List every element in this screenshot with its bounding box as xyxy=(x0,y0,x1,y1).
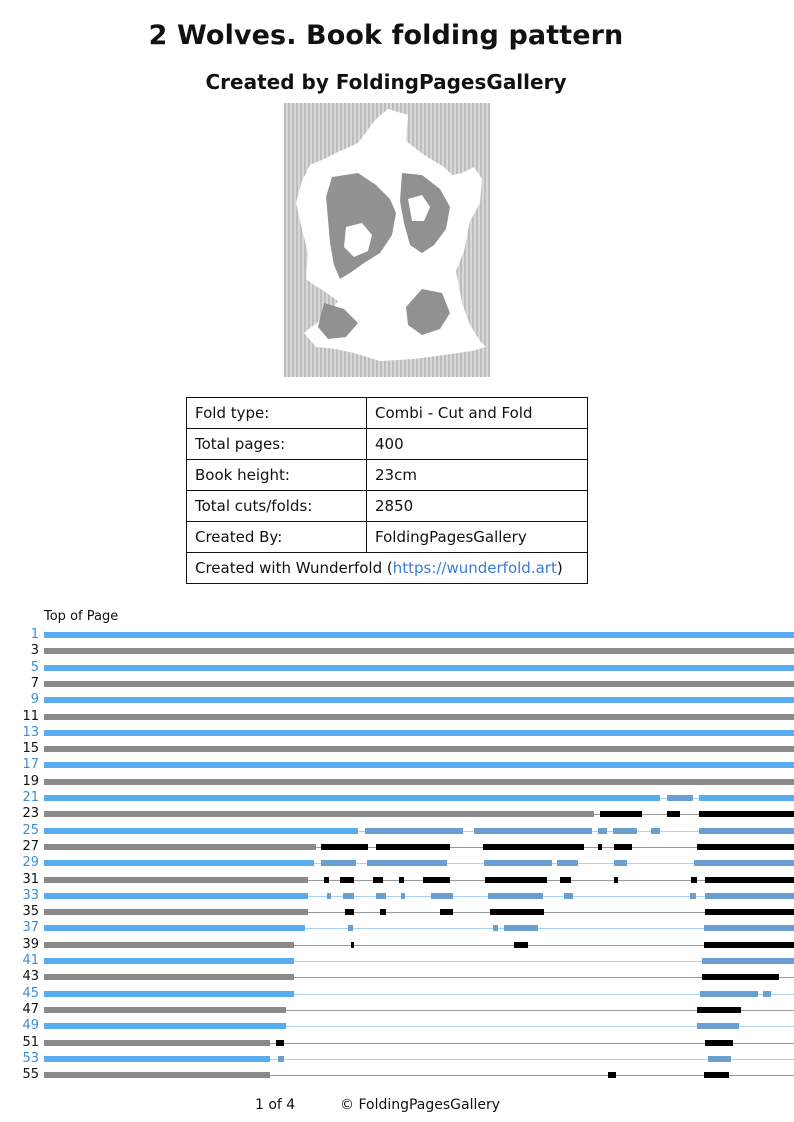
cut-segment xyxy=(474,828,592,834)
cut-segment xyxy=(557,860,578,866)
cut-segment xyxy=(697,1023,739,1029)
fold-bar xyxy=(44,1056,270,1062)
cut-segment xyxy=(399,877,404,883)
row-number: 41 xyxy=(22,953,39,968)
cut-segment xyxy=(324,877,329,883)
fold-bar xyxy=(44,1040,270,1046)
cut-segment xyxy=(613,828,637,834)
cut-segment xyxy=(321,860,356,866)
info-row xyxy=(187,429,588,460)
cut-segment xyxy=(700,991,758,997)
fold-bar xyxy=(44,762,794,768)
row-number: 7 xyxy=(30,675,39,691)
row-number: 51 xyxy=(22,1034,39,1050)
cut-segment xyxy=(614,877,618,883)
created-with-cell xyxy=(187,553,588,584)
info-row xyxy=(187,491,588,522)
fold-bar xyxy=(44,828,358,834)
cut-segment xyxy=(704,942,794,948)
row-number: 3 xyxy=(30,643,39,659)
row-number: 11 xyxy=(22,708,39,724)
pattern-preview-image xyxy=(284,103,490,377)
cut-segment xyxy=(401,893,405,899)
fold-bar xyxy=(44,925,305,931)
cut-segment xyxy=(504,925,538,931)
fold-bar xyxy=(44,1023,286,1029)
cut-segment xyxy=(702,974,779,980)
fold-bar xyxy=(44,974,294,980)
cut-segment xyxy=(380,909,386,915)
row-number: 31 xyxy=(22,871,39,887)
cut-segment xyxy=(704,925,794,931)
cut-segment xyxy=(614,844,632,850)
cut-segment xyxy=(705,1040,733,1046)
cut-segment xyxy=(697,1007,741,1013)
cut-segment xyxy=(699,828,794,834)
info-label: Book height: xyxy=(187,460,367,491)
row-number: 43 xyxy=(22,969,39,985)
cut-segment xyxy=(598,828,607,834)
fold-bar xyxy=(44,730,794,736)
created-with-row xyxy=(187,553,588,584)
cut-segment xyxy=(598,844,602,850)
cut-segment xyxy=(702,958,794,964)
info-row xyxy=(187,398,588,429)
info-label: Total cuts/folds: xyxy=(187,491,367,522)
row-number: 17 xyxy=(22,757,39,773)
cut-segment xyxy=(667,811,680,817)
row-number: 33 xyxy=(22,887,39,903)
cut-segment xyxy=(483,844,584,850)
fold-bar xyxy=(44,795,660,801)
cut-segment xyxy=(690,893,696,899)
fold-bar xyxy=(44,714,794,720)
cut-segment xyxy=(348,925,353,931)
cut-segment xyxy=(560,877,571,883)
cut-segment xyxy=(488,893,543,899)
wunderfold-link[interactable]: https://wunderfold.art xyxy=(392,559,557,577)
fold-bar xyxy=(44,1007,286,1013)
cut-segment xyxy=(431,893,453,899)
cut-segment xyxy=(321,844,368,850)
fold-bar xyxy=(44,909,308,915)
fold-bar xyxy=(44,811,594,817)
cut-segment xyxy=(373,877,383,883)
fold-bar xyxy=(44,648,794,654)
cut-segment xyxy=(493,925,498,931)
row-number: 15 xyxy=(22,741,39,757)
row-number: 45 xyxy=(22,985,39,1001)
cut-segment xyxy=(705,877,794,883)
info-value: 2850 xyxy=(367,491,588,522)
row-number: 39 xyxy=(22,936,39,952)
info-value: Combi - Cut and Fold xyxy=(367,398,588,429)
cut-segment xyxy=(490,909,544,915)
row-number: 1 xyxy=(30,627,39,642)
cut-segment xyxy=(608,1072,616,1078)
cut-segment xyxy=(276,1040,284,1046)
row-number: 53 xyxy=(22,1050,39,1066)
row-number: 29 xyxy=(22,855,39,871)
cut-segment xyxy=(376,893,386,899)
cut-segment xyxy=(651,828,660,834)
row-number: 9 xyxy=(30,692,39,708)
cut-segment xyxy=(699,795,794,801)
cut-segment xyxy=(484,860,552,866)
row-number: 19 xyxy=(22,773,39,789)
fold-bar xyxy=(44,893,308,899)
row-number: 5 xyxy=(30,659,39,675)
cut-segment xyxy=(708,1056,731,1062)
info-row xyxy=(187,522,588,553)
cut-segment xyxy=(697,844,794,850)
info-value: 400 xyxy=(367,429,588,460)
info-row xyxy=(187,460,588,491)
cut-segment xyxy=(705,893,794,899)
row-number: 25 xyxy=(22,822,39,838)
fold-bar xyxy=(44,746,794,752)
created-with-suffix: ) xyxy=(556,559,563,577)
cut-segment xyxy=(564,893,573,899)
row-number: 23 xyxy=(22,806,39,822)
cut-segment xyxy=(343,893,354,899)
fold-bar xyxy=(44,844,316,850)
info-label: Total pages: xyxy=(187,429,367,460)
row-number: 37 xyxy=(22,920,39,936)
fold-bar xyxy=(44,697,794,703)
cut-segment xyxy=(691,877,697,883)
document-title: 2 Wolves. Book folding pattern xyxy=(148,20,624,51)
fold-bar xyxy=(44,779,794,785)
row-number: 49 xyxy=(22,1018,39,1034)
top-of-page-label: Top of Page xyxy=(44,609,119,624)
row-number: 55 xyxy=(22,1067,39,1083)
cut-segment xyxy=(367,860,447,866)
cut-segment xyxy=(440,909,453,915)
cut-segment xyxy=(667,795,693,801)
row-number: 47 xyxy=(22,1001,39,1017)
cut-segment xyxy=(514,942,528,948)
cut-segment xyxy=(351,942,354,948)
created-with-text: Created with Wunderfold ( xyxy=(195,559,393,577)
cut-segment xyxy=(600,811,642,817)
info-label: Created By: xyxy=(187,522,367,553)
cut-segment xyxy=(365,828,463,834)
fold-bar xyxy=(44,991,294,997)
cut-segment xyxy=(694,860,794,866)
cut-segment xyxy=(763,991,771,997)
fold-bar xyxy=(44,942,294,948)
fold-bar xyxy=(44,665,794,671)
cut-segment xyxy=(423,877,450,883)
row-number: 13 xyxy=(22,724,39,740)
pattern-info-table xyxy=(186,397,588,584)
fold-bar xyxy=(44,860,314,866)
fold-bar xyxy=(44,877,308,883)
cut-segment xyxy=(345,909,354,915)
cut-segment xyxy=(614,860,627,866)
cut-segment xyxy=(327,893,331,899)
info-value: FoldingPagesGallery xyxy=(367,522,588,553)
fold-bar xyxy=(44,958,294,964)
document-subtitle: Created by FoldingPagesGallery xyxy=(205,70,567,94)
cut-segment xyxy=(699,811,794,817)
info-label: Fold type: xyxy=(187,398,367,429)
cut-segment xyxy=(485,877,547,883)
row-number: 27 xyxy=(22,838,39,854)
row-number: 21 xyxy=(22,790,39,805)
cut-segment xyxy=(278,1056,284,1062)
cut-segment xyxy=(704,1072,729,1078)
fold-bar xyxy=(44,1072,270,1078)
fold-bar xyxy=(44,632,794,638)
cut-segment xyxy=(340,877,354,883)
fold-bar xyxy=(44,681,794,687)
wolf-silhouette-icon xyxy=(284,103,490,377)
footer-copyright: © FoldingPagesGallery xyxy=(340,1097,501,1113)
row-number: 35 xyxy=(22,904,39,920)
cut-segment xyxy=(705,909,794,915)
info-value: 23cm xyxy=(367,460,588,491)
cut-segment xyxy=(376,844,450,850)
page-number: 1 of 4 xyxy=(255,1097,296,1113)
